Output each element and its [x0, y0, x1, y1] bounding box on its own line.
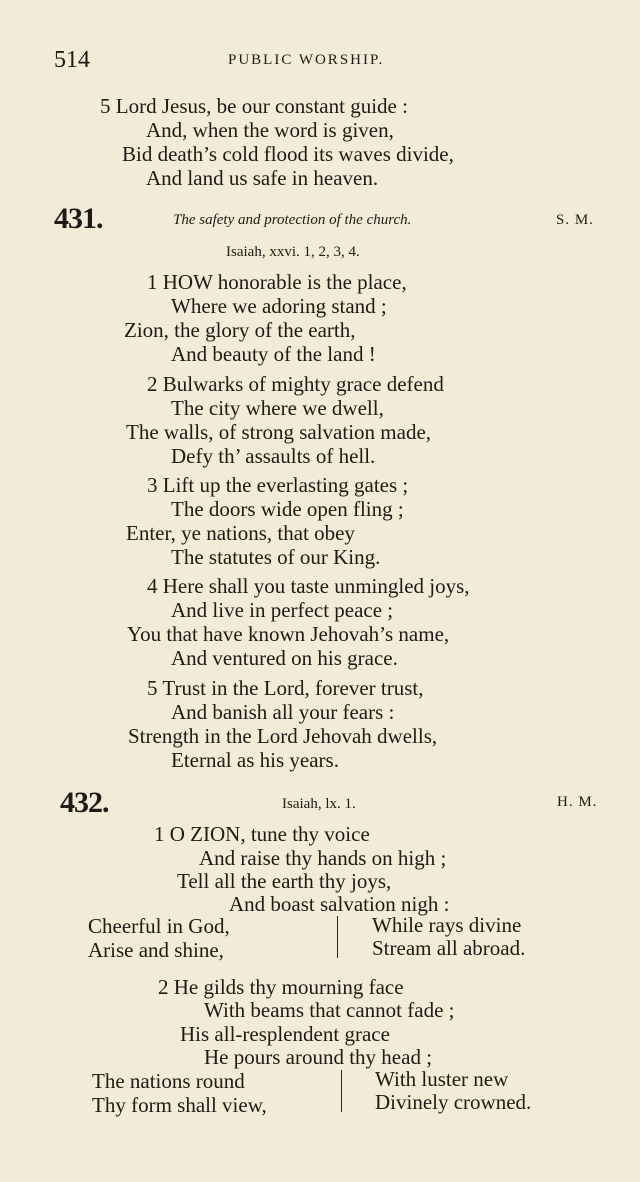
- verse-line: And live in perfect peace ;: [171, 598, 394, 622]
- verse-line: 2 Bulwarks of mighty grace defend: [147, 372, 444, 396]
- verse-line: Eternal as his years.: [171, 748, 339, 772]
- verse-line: And land us safe in heaven.: [146, 166, 379, 190]
- split-line-left: Thy form shall view,: [92, 1093, 267, 1117]
- verse-line: Zion, the glory of the earth,: [124, 318, 356, 342]
- verse-line: And raise thy hands on high ;: [199, 846, 447, 870]
- verse-line: His all-resplendent grace: [180, 1022, 390, 1046]
- split-line-left: Arise and shine,: [88, 938, 224, 962]
- verse-line: Where we adoring stand ;: [171, 294, 387, 318]
- hymn-number-432: 432.: [60, 786, 109, 819]
- verse-line: 2 He gilds thy mourning face: [158, 975, 404, 999]
- hymn-number-431: 431.: [54, 202, 103, 235]
- verse-line: Strength in the Lord Jehovah dwells,: [128, 724, 438, 748]
- verse-line: Bid death’s cold flood its waves divide,: [122, 142, 454, 166]
- verse-line: The statutes of our King.: [171, 545, 381, 569]
- verse-line: Tell all the earth thy joys,: [177, 869, 392, 893]
- page-number: 514: [54, 47, 90, 73]
- verse-line: And boast salvation nigh :: [229, 892, 450, 916]
- verse-line: 4 Here shall you taste unmingled joys,: [147, 574, 470, 598]
- hymn-431-meter: S. M.: [556, 212, 594, 228]
- verse-line: The city where we dwell,: [171, 396, 384, 420]
- column-divider: [341, 1070, 342, 1112]
- split-line-right: With luster new: [375, 1067, 509, 1091]
- verse-line: 1 O ZION, tune thy voice: [154, 822, 370, 846]
- column-divider: [337, 916, 338, 958]
- verse-line: And beauty of the land !: [171, 342, 376, 366]
- verse-line: And, when the word is given,: [146, 118, 394, 142]
- split-line-right: Divinely crowned.: [375, 1090, 532, 1114]
- hymn-432-scripture: Isaiah, lx. 1.: [282, 796, 356, 812]
- running-title: PUBLIC WORSHIP.: [228, 52, 385, 68]
- hymn-431-subtitle: The safety and protection of the church.: [173, 212, 412, 228]
- verse-line: 5 Lord Jesus, be our constant guide :: [100, 94, 408, 118]
- verse-line: The doors wide open fling ;: [171, 497, 404, 521]
- verse-line: 3 Lift up the everlasting gates ;: [147, 473, 409, 497]
- verse-line: Defy th’ assaults of hell.: [171, 444, 376, 468]
- verse-line: And banish all your fears :: [171, 700, 395, 724]
- split-line-left: Cheerful in God,: [88, 914, 230, 938]
- verse-line: Enter, ye nations, that obey: [126, 521, 355, 545]
- hymn-432-meter: H. M.: [557, 794, 598, 810]
- split-line-right: While rays divine: [372, 913, 522, 937]
- verse-line: The walls, of strong salvation made,: [126, 420, 432, 444]
- verse-line: You that have known Jehovah’s name,: [127, 622, 450, 646]
- verse-line: With beams that cannot fade ;: [204, 998, 455, 1022]
- verse-line: 1 HOW honorable is the place,: [147, 270, 407, 294]
- hymn-431-scripture: Isaiah, xxvi. 1, 2, 3, 4.: [226, 244, 360, 260]
- verse-line: And ventured on his grace.: [171, 646, 398, 670]
- split-line-left: The nations round: [92, 1069, 245, 1093]
- verse-line: He pours around thy head ;: [204, 1045, 433, 1069]
- verse-line: 5 Trust in the Lord, forever trust,: [147, 676, 424, 700]
- split-line-right: Stream all abroad.: [372, 936, 526, 960]
